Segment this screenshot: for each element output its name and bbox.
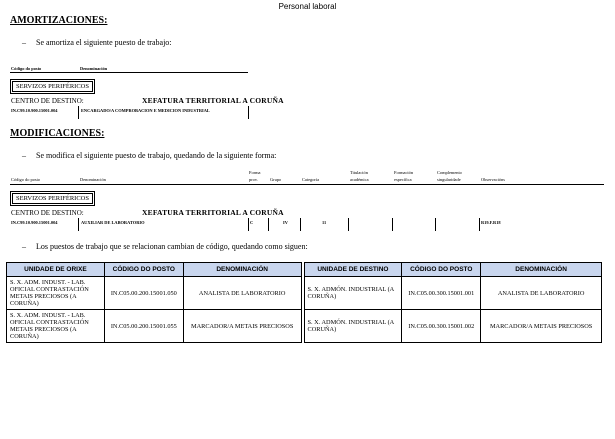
mod-row-divider-6 [392,218,393,231]
modificaciones-title: MODIFICACIONES: [10,128,105,139]
amort-row-denominacion: ENCARGADO/A COMPROBACION E MEDICION INDUSTRIAL [81,108,210,113]
header-codigo-destino: CÓDIGO DO POSTO [402,263,481,277]
mod-row-grupo: IV [283,220,288,225]
header-denominacion-destino: DENOMINACIÓN [481,263,602,277]
amort-col-denominacion: Denominación [80,66,108,71]
mod-col-forma-2: prov. [249,177,258,182]
amort-header-rule [10,72,248,73]
mod-centro-label: CENTRO DE DESTINO: [11,209,84,217]
amortizaciones-title: AMORTIZACIONES: [10,15,108,26]
amort-row-codigo: IN.C99.10.900.15001.004 [11,108,58,113]
mod-row-divider-8 [479,218,480,231]
mod-col-titulacion-1: Titulación [350,170,368,175]
mod-row-divider-5 [348,218,349,231]
amort-servizos-box: SERVIZOS PERIFÉRICOS [12,81,93,92]
mod-col-formacion-1: Formación [394,170,414,175]
header-unidade-destino: UNIDADE DE DESTINO [304,263,402,277]
amort-centro-value: XEFATURA TERRITORIAL A CORUÑA [142,96,284,105]
table-row [7,277,602,310]
mod-row-divider-7 [435,218,436,231]
mod-col-denominacion: Denominación [80,177,106,182]
table-row [7,310,602,343]
cell-codigo-destino: IN.C05.00.300.15001.001 [402,277,481,310]
mod-col-complemento-2: singularidade [437,177,461,182]
amortizaciones-bullet-text: Se amortiza el siguiente puesto de trabajo: [36,38,172,47]
modificaciones-bullet-text: Se modifica el siguiente puesto de trabajo, quedando de la siguiente forma: [36,151,277,160]
mod-col-titulacion-2: académica [350,177,369,182]
mod-servizos-box: SERVIZOS PERIFÉRICOS [12,193,93,204]
cell-codigo-orixe: IN.C05.00.200.15001.050 [104,277,183,310]
cell-codigo-destino: IN.C05.00.300.15001.002 [402,310,481,343]
cell-orixe: S. X. ADM. INDUST. - LAB. OFICIAL CONTRASTACIÓN METAIS PRECIOSOS (A CORUÑA) [7,310,105,343]
mod-row-divider-4 [300,218,301,231]
mod-row-codigo: IN.C99.10.900.15001.004 [11,220,58,225]
cell-codigo-orixe: IN.C05.00.200.15001.055 [104,310,183,343]
mod-col-observaciones: Observacións [481,177,505,182]
cambio-bullet: – Los puestos de trabajo que se relacionan cambian de código, quedando como siguen: [22,242,308,251]
amort-centro-label: CENTRO DE DESTINO: [11,97,84,105]
cell-denominacion-destino: MARCADOR/A METAIS PRECIOSOS [481,310,602,343]
cell-destino: S. X. ADMÓN. INDUSTRIAL (A CORUÑA) [304,277,402,310]
mod-row-divider-3 [268,218,269,231]
header-codigo-orixe: CÓDIGO DO POSTO [104,263,183,277]
mod-col-codigo: Código do posto [11,177,41,182]
header-unidade-orixe: UNIDADE DE ORIXE [7,263,105,277]
mod-row-observaciones: R19.F.R18 [481,220,501,225]
mod-row-categoria: 11 [322,220,327,225]
mod-col-categoria: Categoría [302,177,320,182]
mod-centro-value: XEFATURA TERRITORIAL A CORUÑA [142,208,284,217]
document-header: Personal laboral [278,2,337,11]
mod-col-grupo: Grupo [270,177,282,182]
amortizaciones-bullet: – Se amortiza el siguiente puesto de trabajo: [22,38,172,47]
table-header-row [7,263,602,277]
mod-col-formacion-2: específica [394,177,412,182]
cell-orixe: S. X. ADM. INDUST. - LAB. OFICIAL CONTRASTACIÓN METAIS PRECIOSOS (A CORUÑA) [7,277,105,310]
cell-denominacion-destino: ANALISTA DE LABORATORIO [481,277,602,310]
amort-row-end [248,106,249,119]
mod-row-denominacion: AUXILIAR DE LABORATORIO [81,220,145,225]
codigo-change-table [6,262,602,343]
amort-row-divider [78,106,79,119]
header-denominacion-orixe: DENOMINACIÓN [183,263,301,277]
mod-col-forma-1: Forma [249,170,261,175]
mod-row-forma: C [250,220,254,225]
mod-row-divider-1 [78,218,79,231]
amort-col-codigo: Código do posto [11,66,42,71]
mod-header-rule [10,184,604,185]
cell-denominacion-orixe: MARCADOR/A METAIS PRECIOSOS [183,310,301,343]
cell-denominacion-orixe: ANALISTA DE LABORATORIO [183,277,301,310]
cell-destino: S. X. ADMÓN. INDUSTRIAL (A CORUÑA) [304,310,402,343]
modificaciones-bullet: – Se modifica el siguiente puesto de trabajo, quedando de la siguiente forma: [22,151,277,160]
mod-row-divider-2 [248,218,249,231]
mod-col-complemento-1: Complemento [437,170,462,175]
cambio-bullet-text: Los puestos de trabajo que se relacionan cambian de código, quedando como siguen: [36,242,308,251]
